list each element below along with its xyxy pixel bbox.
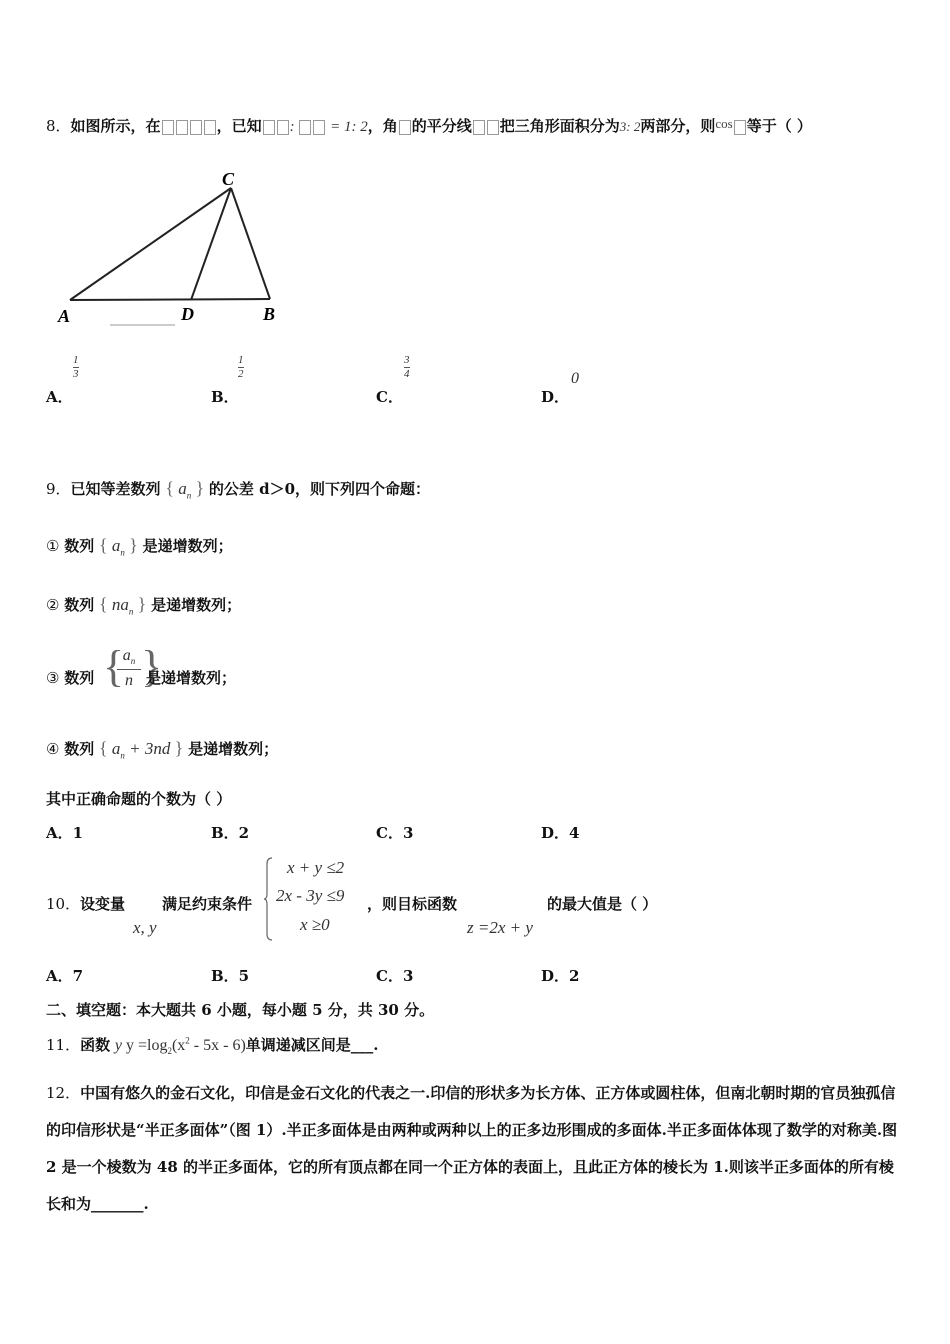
constraint-2: 2x - 3y ≤9 — [276, 886, 345, 905]
q10-text-3: ，则目标函数 — [367, 895, 458, 913]
q8-stem: 8．如图所示，在 ，已知 : = 1: 2，角 的平分线 把三角形面积分为3: 2两部分，则cos 等于（ ） — [46, 116, 812, 135]
placeholder-triangle — [161, 117, 217, 135]
q10-vars: x, y — [133, 918, 157, 937]
label-d: D — [181, 304, 194, 324]
q10-option-a[interactable]: A．7 — [46, 967, 84, 985]
q11-number: 11． — [46, 1036, 81, 1054]
q11-function: y $y =\log_2(x^2 - 5x - 6)$ — [114, 1035, 246, 1057]
seq-an: { $a_n$ } — [165, 478, 205, 501]
constraint-brace — [264, 856, 274, 942]
q12-blank: _______ — [91, 1195, 144, 1213]
q9-prop-4: ④ 数列 { $a_n + 3nd$ } 是递增数列； — [46, 738, 279, 761]
side-ab — [70, 299, 270, 300]
label-c: C — [222, 169, 235, 189]
label-a: A — [58, 306, 71, 326]
q10-text-1: 设变量 — [80, 895, 126, 913]
bisector-cd — [191, 188, 231, 300]
q11-blank: ___ — [350, 1036, 374, 1054]
constraint-1: x + y ≤2 — [287, 858, 345, 877]
q12-paragraph: 12．中国有悠久的金石文化，印信是金石文化的代表之一.印信的形状多为长方体、正方体或圆柱体，但南北朝时期的官员独孤信的印信形状是“半正多面体”（图 1）.半正多面体是由两种或两种以上的正多边形围成的多面体.半正多面体体现了数学的对称美.图 2 是一个棱数为 48 的半正多面体，它的所有顶点都在同一个正方体的表面上，且此正方体的棱长为 1.则该半正多面体的所有棱长和为_______. — [46, 1084, 898, 1213]
constraint-3: x ≥0 — [300, 915, 330, 934]
q12-number: 12． — [46, 1084, 81, 1102]
triangle-figure — [50, 160, 300, 330]
q9-prop-1: ① 数列 { $a_n$ } 是递增数列； — [46, 535, 233, 558]
q9-question: 其中正确命题的个数为（ ） — [46, 790, 232, 808]
q10-objective: z =2x + y — [467, 918, 533, 937]
q9-number: 9． — [46, 480, 71, 498]
q10-option-d[interactable]: D．2 — [541, 967, 580, 985]
ratio-expression: : = 1: 2 — [262, 119, 368, 135]
q9-option-b[interactable]: B．2 — [211, 824, 250, 842]
q9-stem: 9．已知等差数列 { $a_n$ } 的公差 d＞0，则下列四个命题： — [46, 478, 431, 501]
q10-number: 10． — [46, 895, 81, 913]
q9-prop-2: ② 数列 { $na_n$ } 是递增数列； — [46, 594, 242, 617]
q9-option-c[interactable]: C．3 — [376, 824, 414, 842]
q9-option-a[interactable]: A．1 — [46, 824, 84, 842]
side-cb — [231, 188, 270, 299]
q10-option-c[interactable]: C．3 — [376, 967, 414, 985]
section-2-heading: 二、填空题：本大题共 6 小题，每小题 5 分，共 30 分。 — [46, 1001, 435, 1019]
q10-text-2: 满足约束条件 — [162, 895, 253, 913]
side-ac — [70, 188, 231, 300]
cos-label: cos — [715, 116, 733, 131]
q10-option-b[interactable]: B．5 — [211, 967, 250, 985]
q9-prop-3-tail: 是递增数列； — [146, 669, 237, 687]
q11: 11．函数 y $y =\log_2(x^2 - 5x - 6)$单调递减区间是___. — [46, 1035, 379, 1057]
q10-text-4: 的最大值是（ ） — [547, 895, 658, 913]
split-ratio: 3: 2 — [619, 119, 641, 134]
label-b: B — [263, 304, 276, 324]
q8-number: 8． — [46, 117, 71, 135]
q9-option-d[interactable]: D．4 — [541, 824, 580, 842]
q9-prop-3: ③ 数列 — [46, 669, 95, 687]
